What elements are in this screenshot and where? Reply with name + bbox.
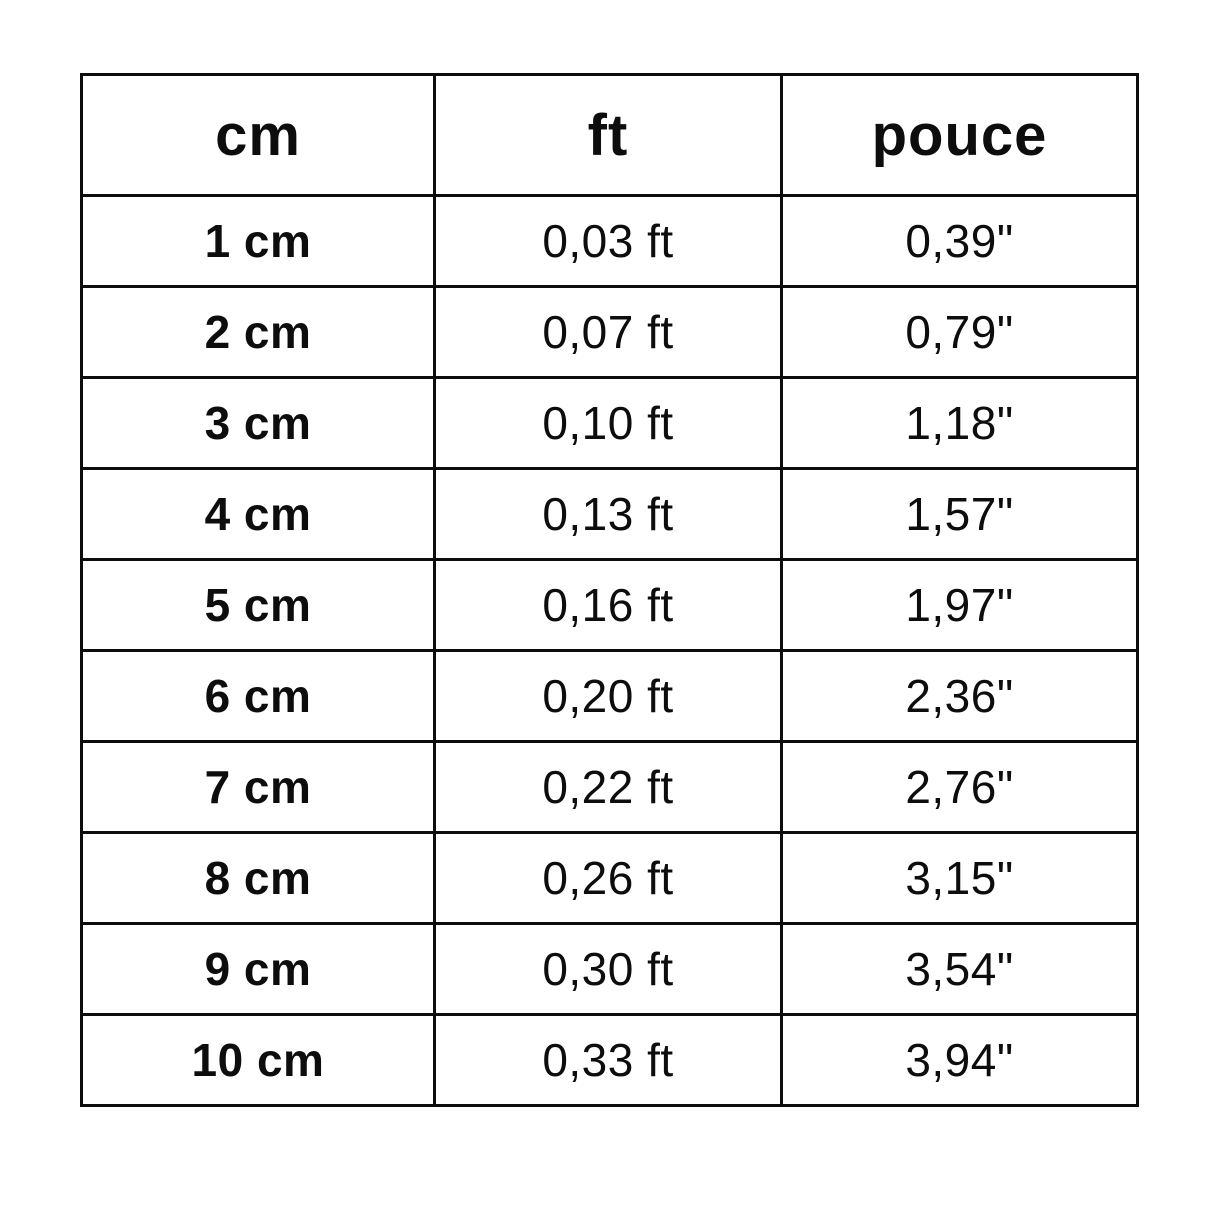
cell-ft-value: 0,26 ft (435, 833, 782, 924)
table-row (82, 742, 1138, 833)
table-row (82, 378, 1138, 469)
table-row (82, 287, 1138, 378)
cell-pouce-value: 3,54" (782, 924, 1138, 1015)
cell-pouce-value: 0,39" (782, 196, 1138, 287)
cell-ft-value: 0,16 ft (435, 560, 782, 651)
cell-cm-value: 3 cm (82, 378, 435, 469)
table-row (82, 560, 1138, 651)
cell-ft-value: 0,13 ft (435, 469, 782, 560)
column-header-ft: ft (435, 75, 782, 196)
cell-pouce-value: 2,36" (782, 651, 1138, 742)
cell-ft-value: 0,03 ft (435, 196, 782, 287)
cell-cm-value: 7 cm (82, 742, 435, 833)
table-body (82, 196, 1138, 1106)
cell-pouce-value: 1,57" (782, 469, 1138, 560)
cell-cm-value: 1 cm (82, 196, 435, 287)
cell-cm-value: 4 cm (82, 469, 435, 560)
table-row (82, 651, 1138, 742)
conversion-table-wrap (80, 73, 1139, 1107)
table-row (82, 833, 1138, 924)
cell-pouce-value: 1,18" (782, 378, 1138, 469)
cell-ft-value: 0,33 ft (435, 1015, 782, 1106)
cell-cm-value: 8 cm (82, 833, 435, 924)
cell-ft-value: 0,07 ft (435, 287, 782, 378)
cell-cm-value: 10 cm (82, 1015, 435, 1106)
cell-pouce-value: 3,94" (782, 1015, 1138, 1106)
cell-pouce-value: 1,97" (782, 560, 1138, 651)
cell-cm-value: 2 cm (82, 287, 435, 378)
cell-cm-value: 5 cm (82, 560, 435, 651)
column-header-cm: cm (82, 75, 435, 196)
cell-ft-value: 0,30 ft (435, 924, 782, 1015)
cell-ft-value: 0,20 ft (435, 651, 782, 742)
cell-cm-value: 6 cm (82, 651, 435, 742)
cell-pouce-value: 3,15" (782, 833, 1138, 924)
header-row (82, 75, 1138, 196)
cell-cm-value: 9 cm (82, 924, 435, 1015)
table-header (82, 75, 1138, 196)
table-row (82, 1015, 1138, 1106)
cell-ft-value: 0,22 ft (435, 742, 782, 833)
cell-ft-value: 0,10 ft (435, 378, 782, 469)
table-row (82, 924, 1138, 1015)
cell-pouce-value: 2,76" (782, 742, 1138, 833)
cell-pouce-value: 0,79" (782, 287, 1138, 378)
table-row (82, 469, 1138, 560)
table-row (82, 196, 1138, 287)
column-header-pouce: pouce (782, 75, 1138, 196)
cm-ft-pouce-conversion-table (80, 73, 1139, 1107)
